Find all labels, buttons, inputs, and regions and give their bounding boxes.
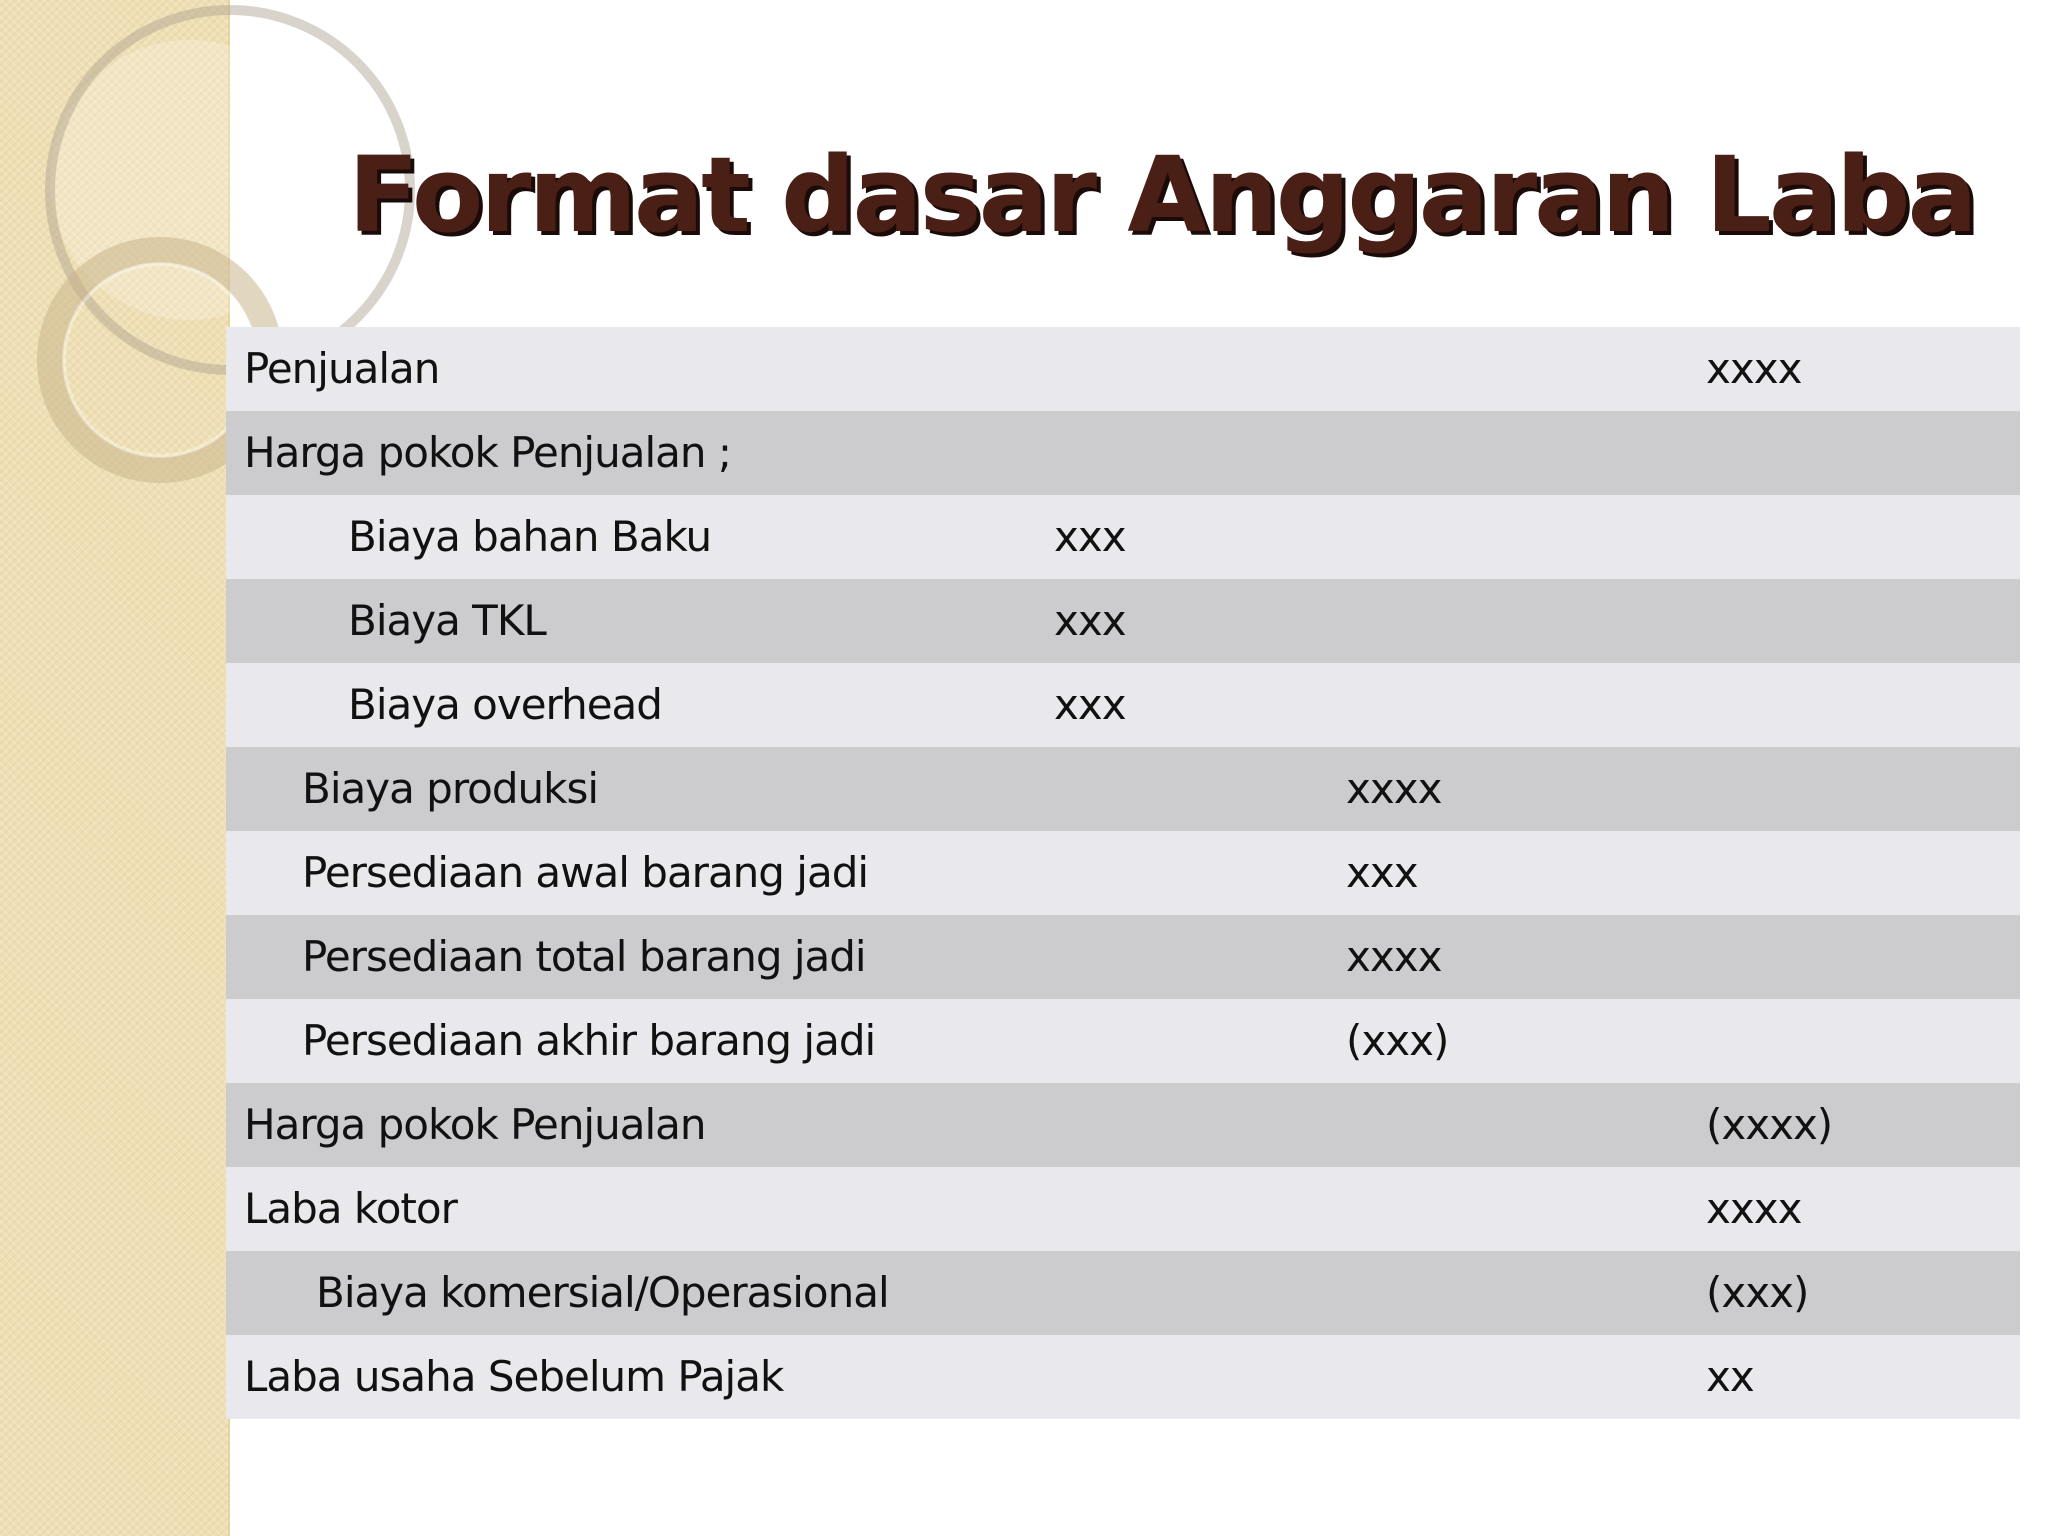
table-row: [226, 999, 2020, 1083]
row-label: Biaya produksi: [302, 764, 599, 813]
row-value-col3: xxxx: [1706, 1184, 1802, 1233]
row-label: Persediaan total barang jadi: [302, 932, 866, 981]
row-value-col3: xx: [1706, 1352, 1754, 1401]
slide-title: Format dasar Anggaran Laba: [348, 134, 1975, 256]
row-value-col2: xxxx: [1346, 932, 1442, 981]
row-value-col2: xxx: [1346, 848, 1418, 897]
table-row: [226, 1335, 2020, 1419]
table-row: [226, 411, 2020, 495]
row-value-col1: xxx: [1054, 512, 1126, 561]
row-value-col2: (xxx): [1346, 1016, 1449, 1065]
row-label: Persediaan akhir barang jadi: [302, 1016, 876, 1065]
row-value-col3: xxxx: [1706, 344, 1802, 393]
row-value-col3: (xxxx): [1706, 1100, 1833, 1149]
row-label: Harga pokok Penjualan: [244, 1100, 706, 1149]
row-label: Biaya overhead: [348, 680, 662, 729]
table-row: [226, 663, 2020, 747]
row-value-col3: (xxx): [1706, 1268, 1809, 1317]
row-value-col2: xxxx: [1346, 764, 1442, 813]
row-label: Penjualan: [244, 344, 440, 393]
table-row: [226, 747, 2020, 831]
table-row: [226, 831, 2020, 915]
table-row: [226, 1251, 2020, 1335]
table-row: [226, 579, 2020, 663]
row-label: Harga pokok Penjualan ;: [244, 428, 731, 477]
row-label: Persediaan awal barang jadi: [302, 848, 869, 897]
row-label: Laba kotor: [244, 1184, 457, 1233]
table-row: [226, 1083, 2020, 1167]
table-row: [226, 915, 2020, 999]
table-row: [226, 495, 2020, 579]
table-row: [226, 327, 2020, 411]
row-label: Biaya bahan Baku: [348, 512, 712, 561]
row-label: Laba usaha Sebelum Pajak: [244, 1352, 784, 1401]
income-budget-table: [226, 327, 2020, 1419]
row-label: Biaya komersial/Operasional: [316, 1268, 889, 1317]
row-value-col1: xxx: [1054, 680, 1126, 729]
table-row: [226, 1167, 2020, 1251]
row-label: Biaya TKL: [348, 596, 546, 645]
row-value-col1: xxx: [1054, 596, 1126, 645]
